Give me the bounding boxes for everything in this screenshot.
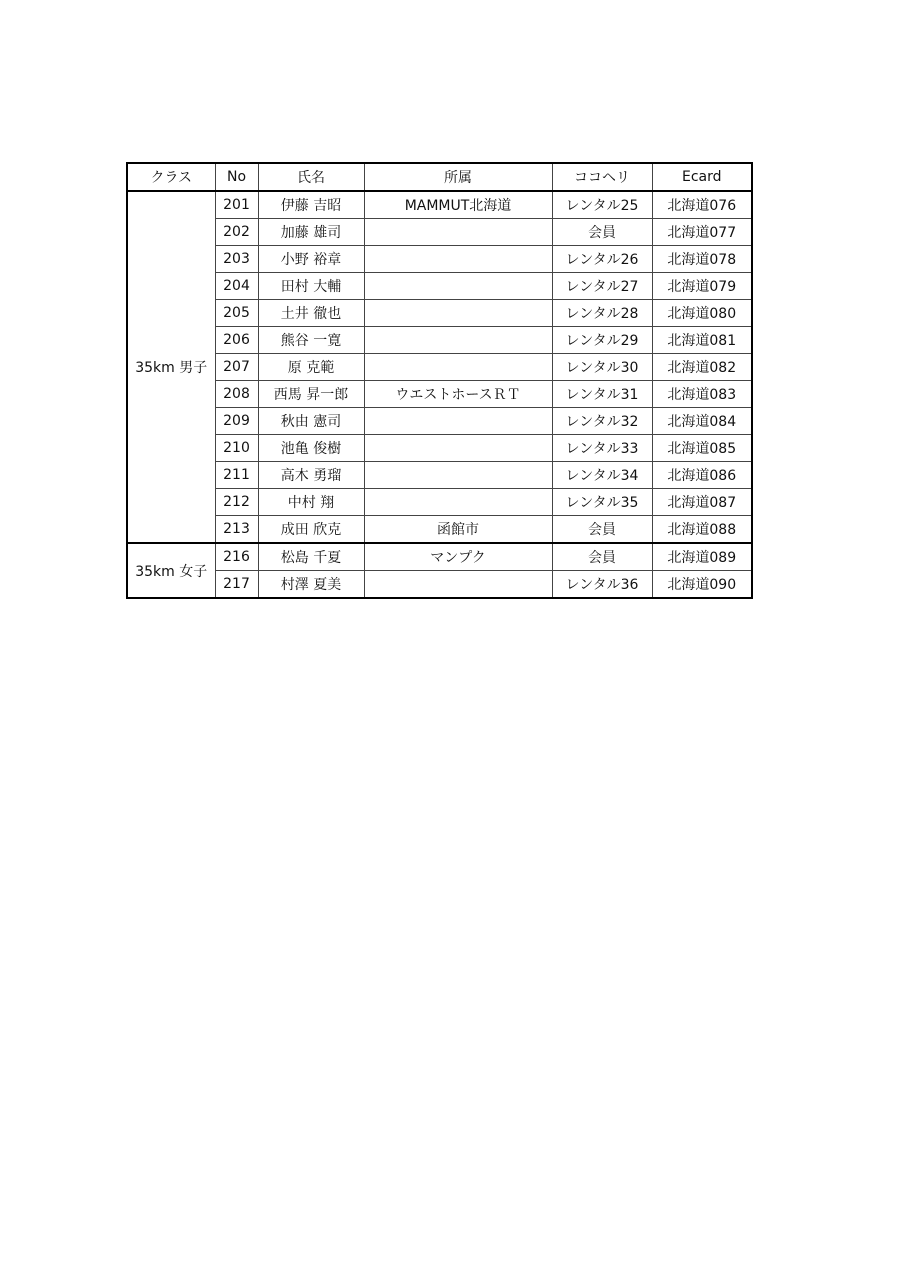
table-row [127, 191, 752, 219]
entry-ecard: 北海道088 [652, 516, 752, 544]
header-row [127, 163, 752, 191]
entry-ecard: 北海道085 [652, 435, 752, 462]
class-cell: 35km 女子 [127, 543, 215, 598]
entry-name: 伊藤 吉昭 [258, 191, 364, 219]
entry-ecard: 北海道090 [652, 571, 752, 599]
entry-cocoheli: レンタル31 [552, 381, 652, 408]
entry-ecard: 北海道087 [652, 489, 752, 516]
table-row [127, 462, 752, 489]
table-row [127, 408, 752, 435]
entry-affiliation [364, 489, 552, 516]
table-header [127, 163, 752, 191]
entry-affiliation [364, 354, 552, 381]
table-row [127, 516, 752, 544]
entry-ecard: 北海道078 [652, 246, 752, 273]
table-row [127, 327, 752, 354]
entry-no: 201 [215, 191, 258, 219]
entry-name: 熊谷 一寛 [258, 327, 364, 354]
entry-no: 202 [215, 219, 258, 246]
entry-cocoheli: 会員 [552, 516, 652, 544]
entry-cocoheli: レンタル27 [552, 273, 652, 300]
entry-name: 加藤 雄司 [258, 219, 364, 246]
entry-no: 203 [215, 246, 258, 273]
entry-affiliation [364, 571, 552, 599]
entry-name: 土井 徹也 [258, 300, 364, 327]
header-affiliation: 所属 [364, 163, 552, 191]
header-class: クラス [127, 163, 215, 191]
entry-cocoheli: レンタル26 [552, 246, 652, 273]
entry-cocoheli: レンタル33 [552, 435, 652, 462]
entry-affiliation: MAMMUT北海道 [364, 191, 552, 219]
table-row [127, 300, 752, 327]
entry-cocoheli: レンタル29 [552, 327, 652, 354]
table-row [127, 354, 752, 381]
table-row [127, 273, 752, 300]
table-row [127, 489, 752, 516]
table-body [127, 191, 752, 598]
class-cell: 35km 男子 [127, 191, 215, 543]
entry-no: 210 [215, 435, 258, 462]
table-row [127, 246, 752, 273]
entry-cocoheli: レンタル30 [552, 354, 652, 381]
entry-name: 西馬 昇一郎 [258, 381, 364, 408]
entry-affiliation [364, 300, 552, 327]
entry-ecard: 北海道083 [652, 381, 752, 408]
table-row [127, 543, 752, 571]
entry-cocoheli: レンタル25 [552, 191, 652, 219]
entry-no: 216 [215, 543, 258, 571]
entry-name: 田村 大輔 [258, 273, 364, 300]
entry-affiliation [364, 408, 552, 435]
entry-ecard: 北海道086 [652, 462, 752, 489]
entry-ecard: 北海道079 [652, 273, 752, 300]
entry-cocoheli: レンタル28 [552, 300, 652, 327]
entry-no: 213 [215, 516, 258, 544]
entry-no: 208 [215, 381, 258, 408]
entry-ecard: 北海道080 [652, 300, 752, 327]
entry-name: 成田 欣克 [258, 516, 364, 544]
entry-cocoheli: レンタル32 [552, 408, 652, 435]
entry-name: 村澤 夏美 [258, 571, 364, 599]
entry-affiliation [364, 462, 552, 489]
entry-ecard: 北海道081 [652, 327, 752, 354]
entry-name: 小野 裕章 [258, 246, 364, 273]
table-row [127, 381, 752, 408]
entry-no: 207 [215, 354, 258, 381]
entry-no: 217 [215, 571, 258, 599]
table-row [127, 435, 752, 462]
entry-affiliation: マンプク [364, 543, 552, 571]
entry-ecard: 北海道077 [652, 219, 752, 246]
entry-ecard: 北海道082 [652, 354, 752, 381]
entry-affiliation: ウエストホースＲＴ [364, 381, 552, 408]
header-no: No [215, 163, 258, 191]
entry-name: 秋由 憲司 [258, 408, 364, 435]
header-ecard: Ecard [652, 163, 752, 191]
table-row [127, 571, 752, 599]
entry-affiliation [364, 219, 552, 246]
entry-affiliation [364, 246, 552, 273]
entry-no: 206 [215, 327, 258, 354]
entry-affiliation [364, 273, 552, 300]
entry-affiliation [364, 327, 552, 354]
entry-ecard: 北海道076 [652, 191, 752, 219]
entry-name: 高木 勇瑠 [258, 462, 364, 489]
entry-no: 204 [215, 273, 258, 300]
entry-cocoheli: レンタル36 [552, 571, 652, 599]
entry-ecard: 北海道089 [652, 543, 752, 571]
entry-no: 211 [215, 462, 258, 489]
entry-cocoheli: 会員 [552, 219, 652, 246]
entry-cocoheli: レンタル34 [552, 462, 652, 489]
header-name: 氏名 [258, 163, 364, 191]
entry-name: 松島 千夏 [258, 543, 364, 571]
entry-cocoheli: レンタル35 [552, 489, 652, 516]
entry-ecard: 北海道084 [652, 408, 752, 435]
table-row [127, 219, 752, 246]
entry-no: 212 [215, 489, 258, 516]
entry-cocoheli: 会員 [552, 543, 652, 571]
entry-name: 中村 翔 [258, 489, 364, 516]
entry-table [126, 162, 753, 599]
entry-affiliation: 函館市 [364, 516, 552, 544]
entry-name: 池亀 俊樹 [258, 435, 364, 462]
entry-no: 209 [215, 408, 258, 435]
entry-affiliation [364, 435, 552, 462]
header-cocoheli: ココヘリ [552, 163, 652, 191]
entry-no: 205 [215, 300, 258, 327]
entry-name: 原 克範 [258, 354, 364, 381]
